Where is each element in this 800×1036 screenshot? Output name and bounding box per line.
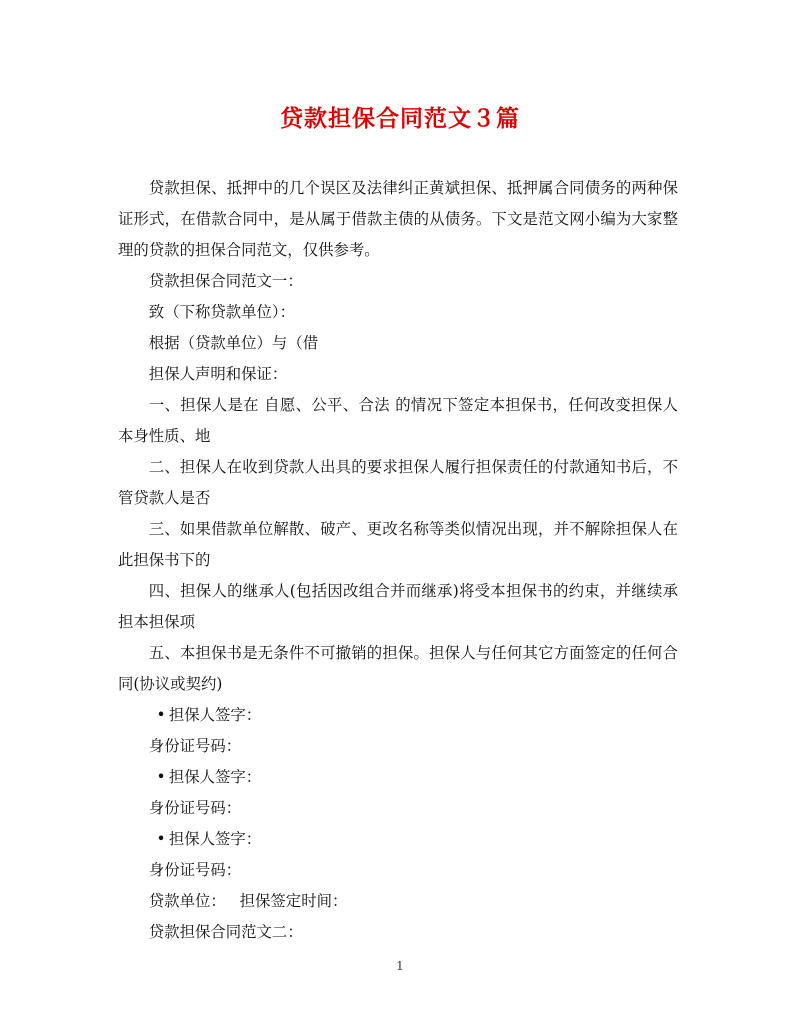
- clause-2: 二、担保人在收到贷款人出具的要求担保人履行担保责任的付款通知书后，不管贷款人是否: [118, 458, 678, 507]
- clause-3: 三、如果借款单位解散、破产、更改名称等类似情况出现，并不解除担保人在此担保书下的: [118, 520, 678, 569]
- intro-paragraph: 贷款担保、抵押中的几个误区及法律纠正黄斌担保、抵押属合同债务的两种保证形式，在借款合同中，是从属于借款主债的从债务。下文是范文网小编为大家整理的贷款的担保合同范文，仅供参考。: [118, 179, 678, 259]
- bullet-icon: •: [156, 706, 166, 724]
- document-title: 贷款担保合同范文３篇: [280, 105, 520, 132]
- signature-line-2: [118, 762, 678, 793]
- clause-5: 五、本担保书是无条件不可撤销的担保。担保人与任何其它方面签定的任何合同(协议或契约): [118, 644, 678, 693]
- section-two-heading: 贷款担保合同范文二：: [148, 923, 303, 941]
- addressee-line: 致（下称贷款单位）：: [148, 303, 296, 321]
- clause-1: 一、担保人是在 自愿、公平、合法 的情况下签定本担保书，任何改变担保人本身性质、地: [118, 396, 678, 445]
- signature-line-1: [118, 700, 678, 731]
- lender-unit-label: 贷款单位：: [148, 892, 226, 910]
- signature-label: 担保人签字：: [168, 830, 262, 848]
- id-number-line-1: 身份证号码：: [148, 737, 242, 755]
- lender-and-time-line: [118, 886, 678, 917]
- signature-line-3: [118, 824, 678, 855]
- id-number-line-2: 身份证号码：: [148, 799, 242, 817]
- declaration-heading: 担保人声明和保证：: [148, 365, 288, 383]
- clause-4: 四、担保人的继承人(包括因改组合并而继承)将受本担保书的约束，并继续承担本担保项: [118, 582, 678, 631]
- basis-line: 根据（贷款单位）与（借: [148, 334, 319, 352]
- bullet-icon: •: [156, 768, 166, 786]
- signature-label: 担保人签字：: [168, 706, 262, 724]
- signing-time-label: 担保签定时间：: [239, 892, 348, 910]
- id-number-line-3: 身份证号码：: [148, 861, 242, 879]
- section-one-heading: 贷款担保合同范文一：: [148, 272, 303, 290]
- page-number: 1: [396, 959, 404, 973]
- bullet-icon: •: [156, 830, 166, 848]
- signature-label: 担保人签字：: [168, 768, 262, 786]
- document-body: [118, 173, 678, 948]
